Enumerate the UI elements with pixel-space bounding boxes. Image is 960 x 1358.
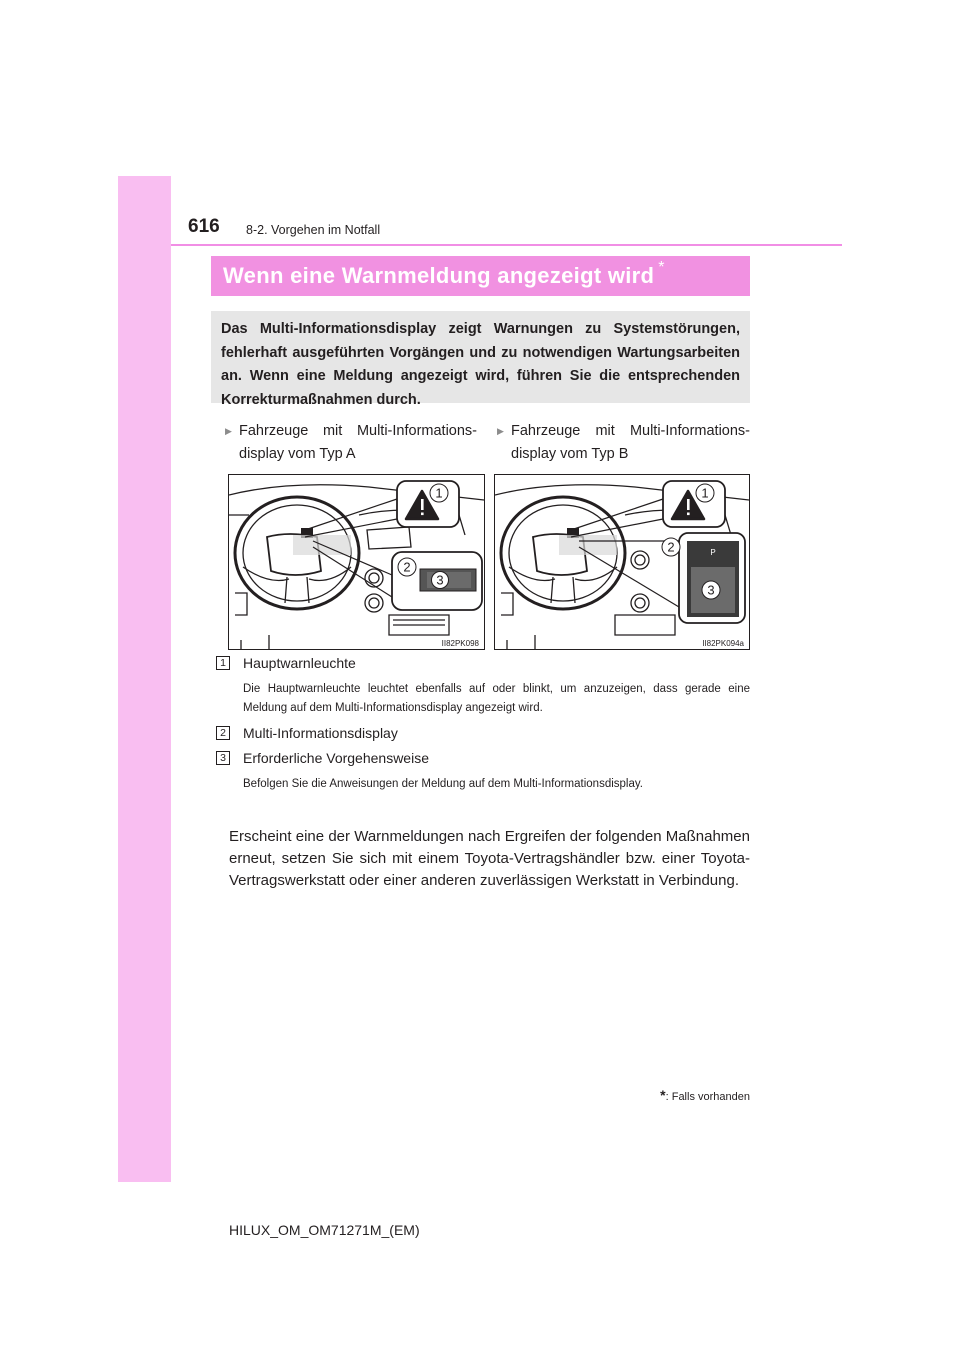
- footer-document-id: HILUX_OM_OM71271M_(EM): [229, 1222, 420, 1238]
- legend-number-3: 3: [216, 751, 230, 765]
- callout-1: 1: [435, 485, 443, 501]
- gear-indicator: P: [710, 548, 716, 557]
- header-rule: [171, 244, 842, 246]
- bullet-arrow-icon: ▶: [225, 426, 232, 436]
- legend-label-3: Erforderliche Vorgehensweise: [243, 750, 429, 766]
- page-number: 616: [188, 216, 220, 237]
- callout-3: 3: [436, 572, 444, 588]
- dashboard-illustration-b: [495, 475, 749, 649]
- footnote-text: : Falls vorhanden: [665, 1091, 750, 1103]
- page-title: Wenn eine Warnmeldung angezeigt wird: [223, 263, 655, 288]
- legend-number-2: 2: [216, 726, 230, 740]
- dashboard-illustration-a: [229, 475, 484, 649]
- title-footnote-star: *: [658, 259, 665, 276]
- variant-a-heading: [225, 420, 477, 466]
- callout-2: 2: [403, 559, 411, 575]
- callout-1: 1: [701, 485, 709, 501]
- figure-type-b: [494, 474, 750, 650]
- footnote-star: *: [660, 1087, 666, 1103]
- legend-note-1: Die Hauptwarnleuchte leuchtet ebenfalls auf oder blinkt, um anzuzeigen, dass gerade eine Meldung auf dem Multi-Informationsdisplay angezeigt wird.: [243, 683, 750, 714]
- callout-3: 3: [707, 582, 715, 598]
- figure-type-a: [228, 474, 485, 650]
- variant-b-heading: [497, 420, 750, 466]
- callout-2: 2: [667, 539, 675, 555]
- variant-a-text: Fahrzeuge mit Multi-Informations-display vom Typ A: [239, 423, 477, 462]
- legend-number-1: 1: [216, 656, 230, 670]
- legend-label-2: Multi-Informationsdisplay: [243, 725, 398, 741]
- variant-b-text: Fahrzeuge mit Multi-Informations-display vom Typ B: [511, 423, 750, 462]
- intro-box: Das Multi-Informationsdisplay zeigt Warnungen zu Systemstörungen, fehlerhaft ausgeführten Vorgängen und zu notwendigen Wartungsarbeiten an. Wenn eine Meldung angezeigt wird, führen Sie die entsprechenden Korrekturmaßnahmen durch.: [211, 311, 750, 403]
- bullet-arrow-icon: ▶: [497, 426, 504, 436]
- title-bar: [211, 256, 750, 296]
- legend-label-1: Hauptwarnleuchte: [243, 655, 356, 671]
- legend-note-3: Befolgen Sie die Anweisungen der Meldung auf dem Multi-Informationsdisplay.: [243, 778, 643, 790]
- figure-code: II82PK098: [441, 639, 479, 648]
- section-heading: 8-2. Vorgehen im Notfall: [246, 223, 381, 237]
- side-tab: [118, 176, 171, 1182]
- footnote: [660, 1087, 750, 1103]
- body-paragraph: Erscheint eine der Warnmeldungen nach Ergreifen der folgenden Maßnahmen erneut, setzen Sie sich mit einem Toyota-Vertragshändler bzw. einer Toyota-Vertragswerkstatt oder einer anderen zuverlässigen Werkstatt in Verbindung.: [229, 828, 750, 890]
- figure-code: II82PK094a: [702, 639, 744, 648]
